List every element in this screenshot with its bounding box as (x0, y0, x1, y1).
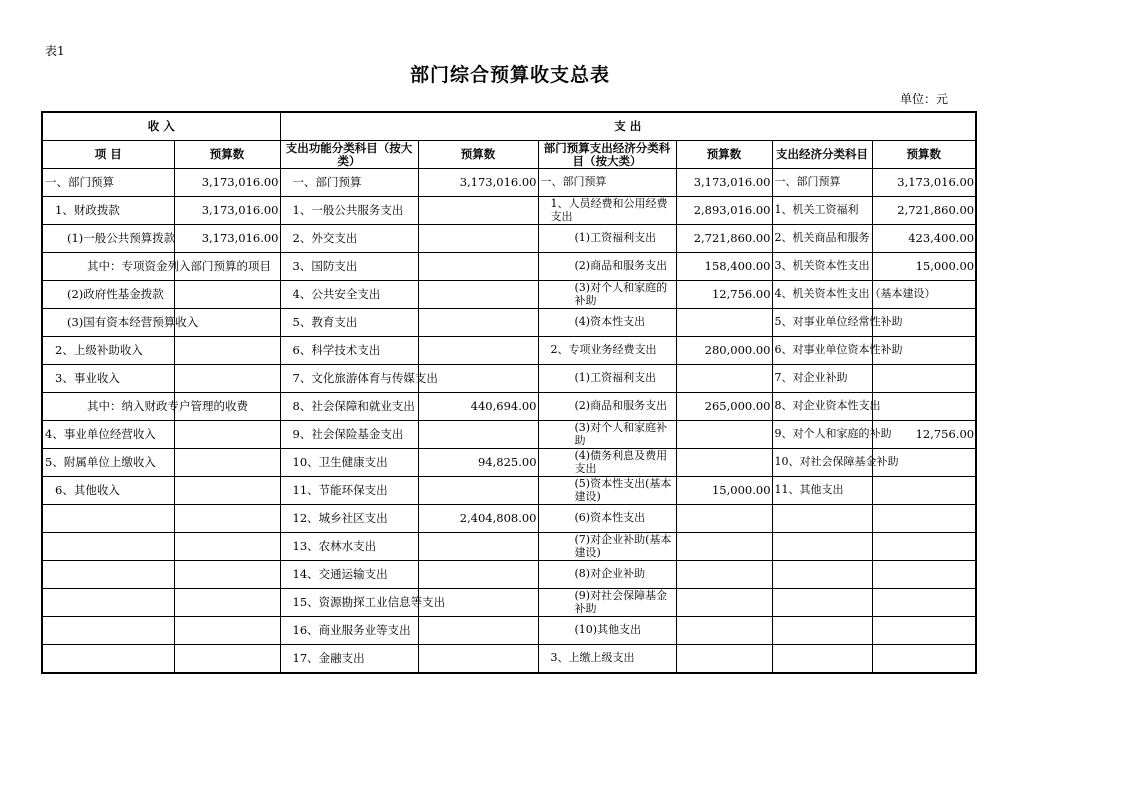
table-row (42, 309, 976, 337)
table-body (42, 169, 976, 674)
table-row (42, 561, 976, 589)
dept-econ-budget-cell: 2,721,860.00 (676, 225, 772, 253)
table-row (42, 281, 976, 309)
income-item-cell (42, 561, 174, 589)
func-budget-cell (418, 645, 538, 674)
econ-item-cell: 8、对企业资本性支出 (772, 393, 872, 421)
func-budget-cell: 94,825.00 (418, 449, 538, 477)
func-item-cell: 14、交通运输支出 (280, 561, 418, 589)
income-item-cell: 其中：专项资金列入部门预算的项目 (42, 253, 174, 281)
func-budget-cell: 3,173,016.00 (418, 169, 538, 197)
unit-label: 单位：元 (900, 92, 949, 106)
func-item-cell: 13、农林水支出 (280, 533, 418, 561)
func-item-cell: 11、节能环保支出 (280, 477, 418, 505)
income-item-cell: (3)国有资本经营预算收入 (42, 309, 174, 337)
func-item-cell: 1、一般公共服务支出 (280, 197, 418, 225)
table-row (42, 477, 976, 505)
func-item-cell: 10、卫生健康支出 (280, 449, 418, 477)
table-row (42, 169, 976, 197)
header-row-groups (42, 112, 976, 141)
col-budget-header: 预算数 (174, 141, 280, 169)
dept-econ-budget-cell (676, 421, 772, 449)
dept-econ-budget-cell: 12,756.00 (676, 281, 772, 309)
dept-econ-item-cell: (2)商品和服务支出 (538, 393, 676, 421)
dept-econ-budget-cell (676, 365, 772, 393)
econ-item-cell (772, 505, 872, 533)
econ-budget-cell (872, 365, 976, 393)
econ-item-cell (772, 617, 872, 645)
func-budget-cell (418, 253, 538, 281)
dept-econ-item-cell: (2)商品和服务支出 (538, 253, 676, 281)
econ-budget-cell (872, 561, 976, 589)
func-item-cell: 7、文化旅游体育与传媒支出 (280, 365, 418, 393)
income-item-cell: (2)政府性基金拨款 (42, 281, 174, 309)
income-budget-cell (174, 589, 280, 617)
col-func-budget-header: 预算数 (418, 141, 538, 169)
dept-econ-budget-cell: 2,893,016.00 (676, 197, 772, 225)
dept-econ-budget-cell: 3,173,016.00 (676, 169, 772, 197)
dept-econ-budget-cell (676, 309, 772, 337)
table-row (42, 449, 976, 477)
table-row (42, 365, 976, 393)
func-budget-cell: 2,404,808.00 (418, 505, 538, 533)
table-row (42, 197, 976, 225)
dept-econ-budget-cell: 158,400.00 (676, 253, 772, 281)
econ-item-cell (772, 589, 872, 617)
table-row (42, 253, 976, 281)
table-row (42, 421, 976, 449)
func-budget-cell (418, 477, 538, 505)
econ-budget-cell (872, 533, 976, 561)
dept-econ-item-cell: (1)工资福利支出 (538, 365, 676, 393)
econ-budget-cell (872, 617, 976, 645)
table-number: 表1 (45, 44, 65, 58)
econ-budget-cell: 2,721,860.00 (872, 197, 976, 225)
income-item-cell: 6、其他收入 (42, 477, 174, 505)
income-item-cell: 1、财政拨款 (42, 197, 174, 225)
dept-econ-item-cell: 1、人员经费和公用经费支出 (538, 197, 676, 225)
econ-item-cell: 6、对事业单位资本性补助 (772, 337, 872, 365)
expense-group-header: 支 出 (280, 112, 976, 141)
income-item-cell (42, 505, 174, 533)
func-budget-cell (418, 197, 538, 225)
dept-econ-item-cell: (4)资本性支出 (538, 309, 676, 337)
func-item-cell: 9、社会保险基金支出 (280, 421, 418, 449)
dept-econ-budget-cell: 265,000.00 (676, 393, 772, 421)
income-group-header: 收 入 (42, 112, 280, 141)
econ-item-cell: 4、机关资本性支出（基本建设） (772, 281, 872, 309)
econ-budget-cell: 12,756.00 (872, 421, 976, 449)
func-item-cell: 15、资源勘探工业信息等支出 (280, 589, 418, 617)
col-item-header: 项 目 (42, 141, 174, 169)
func-item-cell: 2、外交支出 (280, 225, 418, 253)
col-econ-header: 支出经济分类科目 (772, 141, 872, 169)
income-budget-cell (174, 533, 280, 561)
dept-econ-budget-cell (676, 449, 772, 477)
econ-budget-cell (872, 505, 976, 533)
dept-econ-item-cell: (4)债务利息及费用支出 (538, 449, 676, 477)
income-item-cell (42, 617, 174, 645)
dept-econ-budget-cell (676, 645, 772, 674)
income-item-cell: 一、部门预算 (42, 169, 174, 197)
dept-econ-budget-cell: 15,000.00 (676, 477, 772, 505)
income-budget-cell: 3,173,016.00 (174, 225, 280, 253)
table-row (42, 589, 976, 617)
econ-item-cell: 一、部门预算 (772, 169, 872, 197)
dept-econ-budget-cell: 280,000.00 (676, 337, 772, 365)
dept-econ-budget-cell (676, 533, 772, 561)
econ-item-cell (772, 561, 872, 589)
econ-budget-cell: 3,173,016.00 (872, 169, 976, 197)
income-item-cell (42, 533, 174, 561)
header-row-columns (42, 141, 976, 169)
col-dept-econ-budget-header: 预算数 (676, 141, 772, 169)
dept-econ-budget-cell (676, 561, 772, 589)
income-item-cell (42, 645, 174, 674)
income-item-cell: 5、附属单位上缴收入 (42, 449, 174, 477)
dept-econ-item-cell: (8)对企业补助 (538, 561, 676, 589)
income-item-cell: 2、上级补助收入 (42, 337, 174, 365)
func-item-cell: 8、社会保障和就业支出 (280, 393, 418, 421)
dept-econ-budget-cell (676, 589, 772, 617)
func-budget-cell (418, 225, 538, 253)
income-budget-cell (174, 561, 280, 589)
income-item-cell: 其中：纳入财政专户管理的收费 (42, 393, 174, 421)
func-item-cell: 4、公共安全支出 (280, 281, 418, 309)
func-item-cell: 一、部门预算 (280, 169, 418, 197)
func-item-cell: 12、城乡社区支出 (280, 505, 418, 533)
table-row (42, 225, 976, 253)
income-budget-cell: 3,173,016.00 (174, 197, 280, 225)
income-budget-cell (174, 365, 280, 393)
func-budget-cell (418, 337, 538, 365)
col-dept-econ-header: 部门预算支出经济分类科目（按大类） (538, 141, 676, 169)
col-func-header: 支出功能分类科目（按大类） (280, 141, 418, 169)
dept-econ-item-cell: (3)对个人和家庭的补助 (538, 281, 676, 309)
dept-econ-item-cell: (5)资本性支出(基本建设) (538, 477, 676, 505)
econ-item-cell: 1、机关工资福利 (772, 197, 872, 225)
econ-item-cell: 2、机关商品和服务 (772, 225, 872, 253)
dept-econ-item-cell: (6)资本性支出 (538, 505, 676, 533)
func-budget-cell (418, 617, 538, 645)
econ-budget-cell (872, 645, 976, 674)
dept-econ-budget-cell (676, 505, 772, 533)
income-budget-cell (174, 505, 280, 533)
func-item-cell: 5、教育支出 (280, 309, 418, 337)
dept-econ-item-cell: 3、上缴上级支出 (538, 645, 676, 674)
table-row (42, 645, 976, 674)
econ-item-cell: 10、对社会保障基金补助 (772, 449, 872, 477)
func-item-cell: 3、国防支出 (280, 253, 418, 281)
econ-budget-cell (872, 589, 976, 617)
income-budget-cell (174, 645, 280, 674)
dept-econ-item-cell: (9)对社会保障基金补助 (538, 589, 676, 617)
income-item-cell: 4、事业单位经营收入 (42, 421, 174, 449)
page-title: 部门综合预算收支总表 (409, 64, 610, 86)
table-row (42, 505, 976, 533)
dept-econ-item-cell: 一、部门预算 (538, 169, 676, 197)
func-budget-cell (418, 309, 538, 337)
table-row (42, 533, 976, 561)
func-item-cell: 17、金融支出 (280, 645, 418, 674)
econ-budget-cell (872, 393, 976, 421)
table-row (42, 617, 976, 645)
dept-econ-item-cell: (3)对个人和家庭补助 (538, 421, 676, 449)
col-econ-budget-header: 预算数 (872, 141, 976, 169)
func-budget-cell (418, 533, 538, 561)
econ-budget-cell: 15,000.00 (872, 253, 976, 281)
func-budget-cell (418, 421, 538, 449)
table-row (42, 393, 976, 421)
dept-econ-item-cell: (10)其他支出 (538, 617, 676, 645)
income-budget-cell (174, 337, 280, 365)
dept-econ-item-cell: (1)工资福利支出 (538, 225, 676, 253)
budget-table (41, 111, 977, 674)
income-budget-cell (174, 477, 280, 505)
income-item-cell (42, 589, 174, 617)
income-budget-cell (174, 449, 280, 477)
dept-econ-item-cell: 2、专项业务经费支出 (538, 337, 676, 365)
econ-item-cell: 5、对事业单位经常性补助 (772, 309, 872, 337)
econ-budget-cell: 423,400.00 (872, 225, 976, 253)
func-item-cell: 16、商业服务业等支出 (280, 617, 418, 645)
func-budget-cell (418, 561, 538, 589)
dept-econ-item-cell: (7)对企业补助(基本建设) (538, 533, 676, 561)
econ-budget-cell (872, 477, 976, 505)
func-item-cell: 6、科学技术支出 (280, 337, 418, 365)
income-budget-cell (174, 281, 280, 309)
func-budget-cell: 440,694.00 (418, 393, 538, 421)
income-item-cell: (1)一般公共预算拨款 (42, 225, 174, 253)
econ-item-cell: 9、对个人和家庭的补助 (772, 421, 872, 449)
dept-econ-budget-cell (676, 617, 772, 645)
table-row (42, 337, 976, 365)
econ-item-cell (772, 533, 872, 561)
income-budget-cell (174, 617, 280, 645)
income-budget-cell: 3,173,016.00 (174, 169, 280, 197)
econ-item-cell: 11、其他支出 (772, 477, 872, 505)
income-item-cell: 3、事业收入 (42, 365, 174, 393)
econ-item-cell: 7、对企业补助 (772, 365, 872, 393)
econ-item-cell (772, 645, 872, 674)
econ-item-cell: 3、机关资本性支出 (772, 253, 872, 281)
func-budget-cell (418, 281, 538, 309)
income-budget-cell (174, 421, 280, 449)
